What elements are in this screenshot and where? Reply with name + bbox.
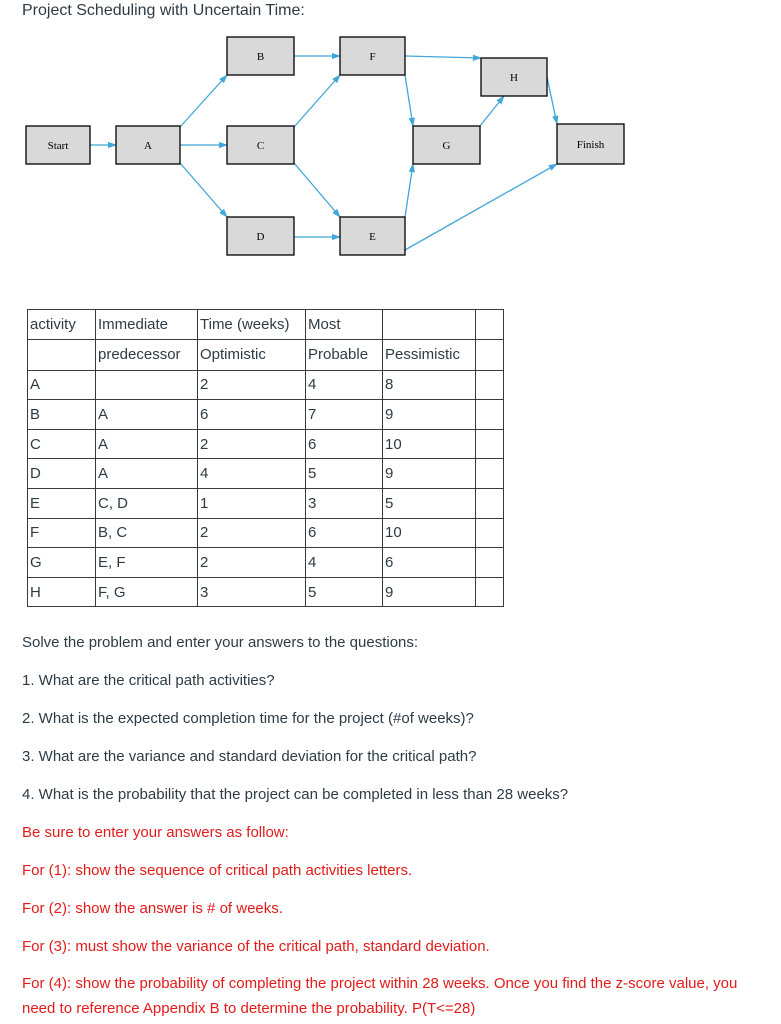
- node-label: G: [442, 140, 451, 152]
- table-cell: C, D: [96, 488, 198, 518]
- table-cell: A: [96, 429, 198, 459]
- table-cell: G: [28, 548, 96, 578]
- header-cell: Optimistic: [198, 339, 306, 370]
- instruction-4: For (4): show the probability of completing the project within 28 weeks. Once you find the z-score value, you need to reference Appendix B to determine the probability. P(T<=28): [22, 975, 738, 1017]
- table-cell: [476, 370, 504, 400]
- node-finish: [557, 124, 624, 164]
- table-cell: F, G: [96, 577, 198, 607]
- edge-f-to-g: [405, 75, 413, 126]
- node-label: Finish: [576, 139, 605, 151]
- table-row: [28, 370, 504, 400]
- table-cell: 4: [198, 459, 306, 489]
- table-cell: 10: [383, 518, 476, 548]
- node-label: B: [256, 51, 265, 63]
- table-cell: 2: [198, 518, 306, 548]
- node-d: [227, 217, 294, 255]
- table-cell: 5: [383, 488, 476, 518]
- instruction-1: For (1): show the sequence of critical path activities letters.: [22, 862, 413, 879]
- node-b: [227, 37, 294, 75]
- node-label: C: [256, 140, 265, 152]
- header-cell: activity: [28, 310, 96, 340]
- node-label: H: [510, 72, 518, 84]
- header-cell: Probable: [306, 339, 383, 370]
- edge-c-to-f: [294, 75, 340, 127]
- project-network-diagram: [0, 0, 781, 300]
- table-cell: 3: [306, 488, 383, 518]
- header-cell: [28, 339, 96, 370]
- table-cell: [476, 429, 504, 459]
- table-cell: 10: [383, 429, 476, 459]
- table-cell: E: [28, 488, 96, 518]
- node-e: [340, 217, 405, 255]
- table-cell: 4: [306, 370, 383, 400]
- table-cell: 8: [383, 370, 476, 400]
- table-cell: E, F: [96, 548, 198, 578]
- table-cell: D: [28, 459, 96, 489]
- table-cell: [476, 400, 504, 430]
- node-label: Start: [47, 140, 69, 152]
- table-cell: [476, 459, 504, 489]
- header-cell: Immediate: [96, 310, 198, 340]
- table-cell: [476, 548, 504, 578]
- table-row: [28, 488, 504, 518]
- table-cell: B, C: [96, 518, 198, 548]
- question-3: 3. What are the variance and standard deviation for the critical path?: [22, 748, 477, 765]
- header-cell: [383, 310, 476, 340]
- table-cell: 4: [306, 548, 383, 578]
- table-row: [28, 518, 504, 548]
- node-label: F: [369, 51, 376, 63]
- node-label: A: [144, 140, 152, 152]
- node-h: [481, 58, 547, 96]
- table-cell: H: [28, 577, 96, 607]
- table-cell: 9: [383, 459, 476, 489]
- header-cell: Most: [306, 310, 383, 340]
- edge-a-to-b: [180, 75, 227, 127]
- table-cell: 6: [306, 518, 383, 548]
- header-cell: [476, 310, 504, 340]
- table-row: [28, 429, 504, 459]
- table-header-row: [28, 339, 504, 370]
- header-cell: Time (weeks): [198, 310, 306, 340]
- edge-c-to-e: [294, 163, 340, 217]
- edge-a-to-d: [180, 163, 227, 217]
- node-label: D: [256, 231, 265, 243]
- table-row: [28, 577, 504, 607]
- question-1: 1. What are the critical path activities?: [22, 672, 275, 689]
- questions-intro: Solve the problem and enter your answers to the questions:: [22, 634, 419, 651]
- table-cell: 6: [383, 548, 476, 578]
- node-c: [227, 126, 294, 164]
- edge-e-to-finish: [405, 164, 557, 250]
- node-f: [340, 37, 405, 75]
- table-cell: [476, 577, 504, 607]
- table-cell: 2: [198, 370, 306, 400]
- table-cell: 6: [306, 429, 383, 459]
- table-cell: C: [28, 429, 96, 459]
- edge-h-to-finish: [547, 77, 557, 124]
- table-cell: [476, 488, 504, 518]
- instructions-heading: Be sure to enter your answers as follow:: [22, 824, 289, 841]
- table-cell: 7: [306, 400, 383, 430]
- table-cell: 2: [198, 429, 306, 459]
- table-row: [28, 459, 504, 489]
- table-cell: F: [28, 518, 96, 548]
- question-4: 4. What is the probability that the project can be completed in less than 28 weeks?: [22, 786, 569, 803]
- table-cell: 9: [383, 400, 476, 430]
- table-row: [28, 548, 504, 578]
- node-label: E: [369, 231, 376, 243]
- table-cell: 5: [306, 577, 383, 607]
- table-cell: 2: [198, 548, 306, 578]
- table-cell: [476, 518, 504, 548]
- table-cell: A: [28, 370, 96, 400]
- edge-f-to-h: [405, 56, 481, 58]
- activity-table: [27, 309, 504, 607]
- table-cell: A: [96, 400, 198, 430]
- header-cell: predecessor: [96, 339, 198, 370]
- table-cell: [96, 370, 198, 400]
- table-cell: 6: [198, 400, 306, 430]
- edge-g-to-h: [480, 96, 504, 126]
- page-title: Project Scheduling with Uncertain Time:: [22, 2, 305, 19]
- header-cell: Pessimistic: [383, 339, 476, 370]
- instruction-3: For (3): must show the variance of the critical path, standard deviation.: [22, 938, 490, 955]
- question-2: 2. What is the expected completion time for the project (#of weeks)?: [22, 710, 474, 727]
- table-cell: 3: [198, 577, 306, 607]
- table-header-row: [28, 310, 504, 340]
- table-cell: B: [28, 400, 96, 430]
- table-cell: A: [96, 459, 198, 489]
- table-row: [28, 400, 504, 430]
- node-start: [26, 126, 90, 164]
- table-cell: 9: [383, 577, 476, 607]
- node-g: [413, 126, 480, 164]
- header-cell: [476, 339, 504, 370]
- edge-e-to-g: [405, 164, 413, 217]
- table-cell: 5: [306, 459, 383, 489]
- instruction-2: For (2): show the answer is # of weeks.: [22, 900, 283, 917]
- node-a: [116, 126, 180, 164]
- table-cell: 1: [198, 488, 306, 518]
